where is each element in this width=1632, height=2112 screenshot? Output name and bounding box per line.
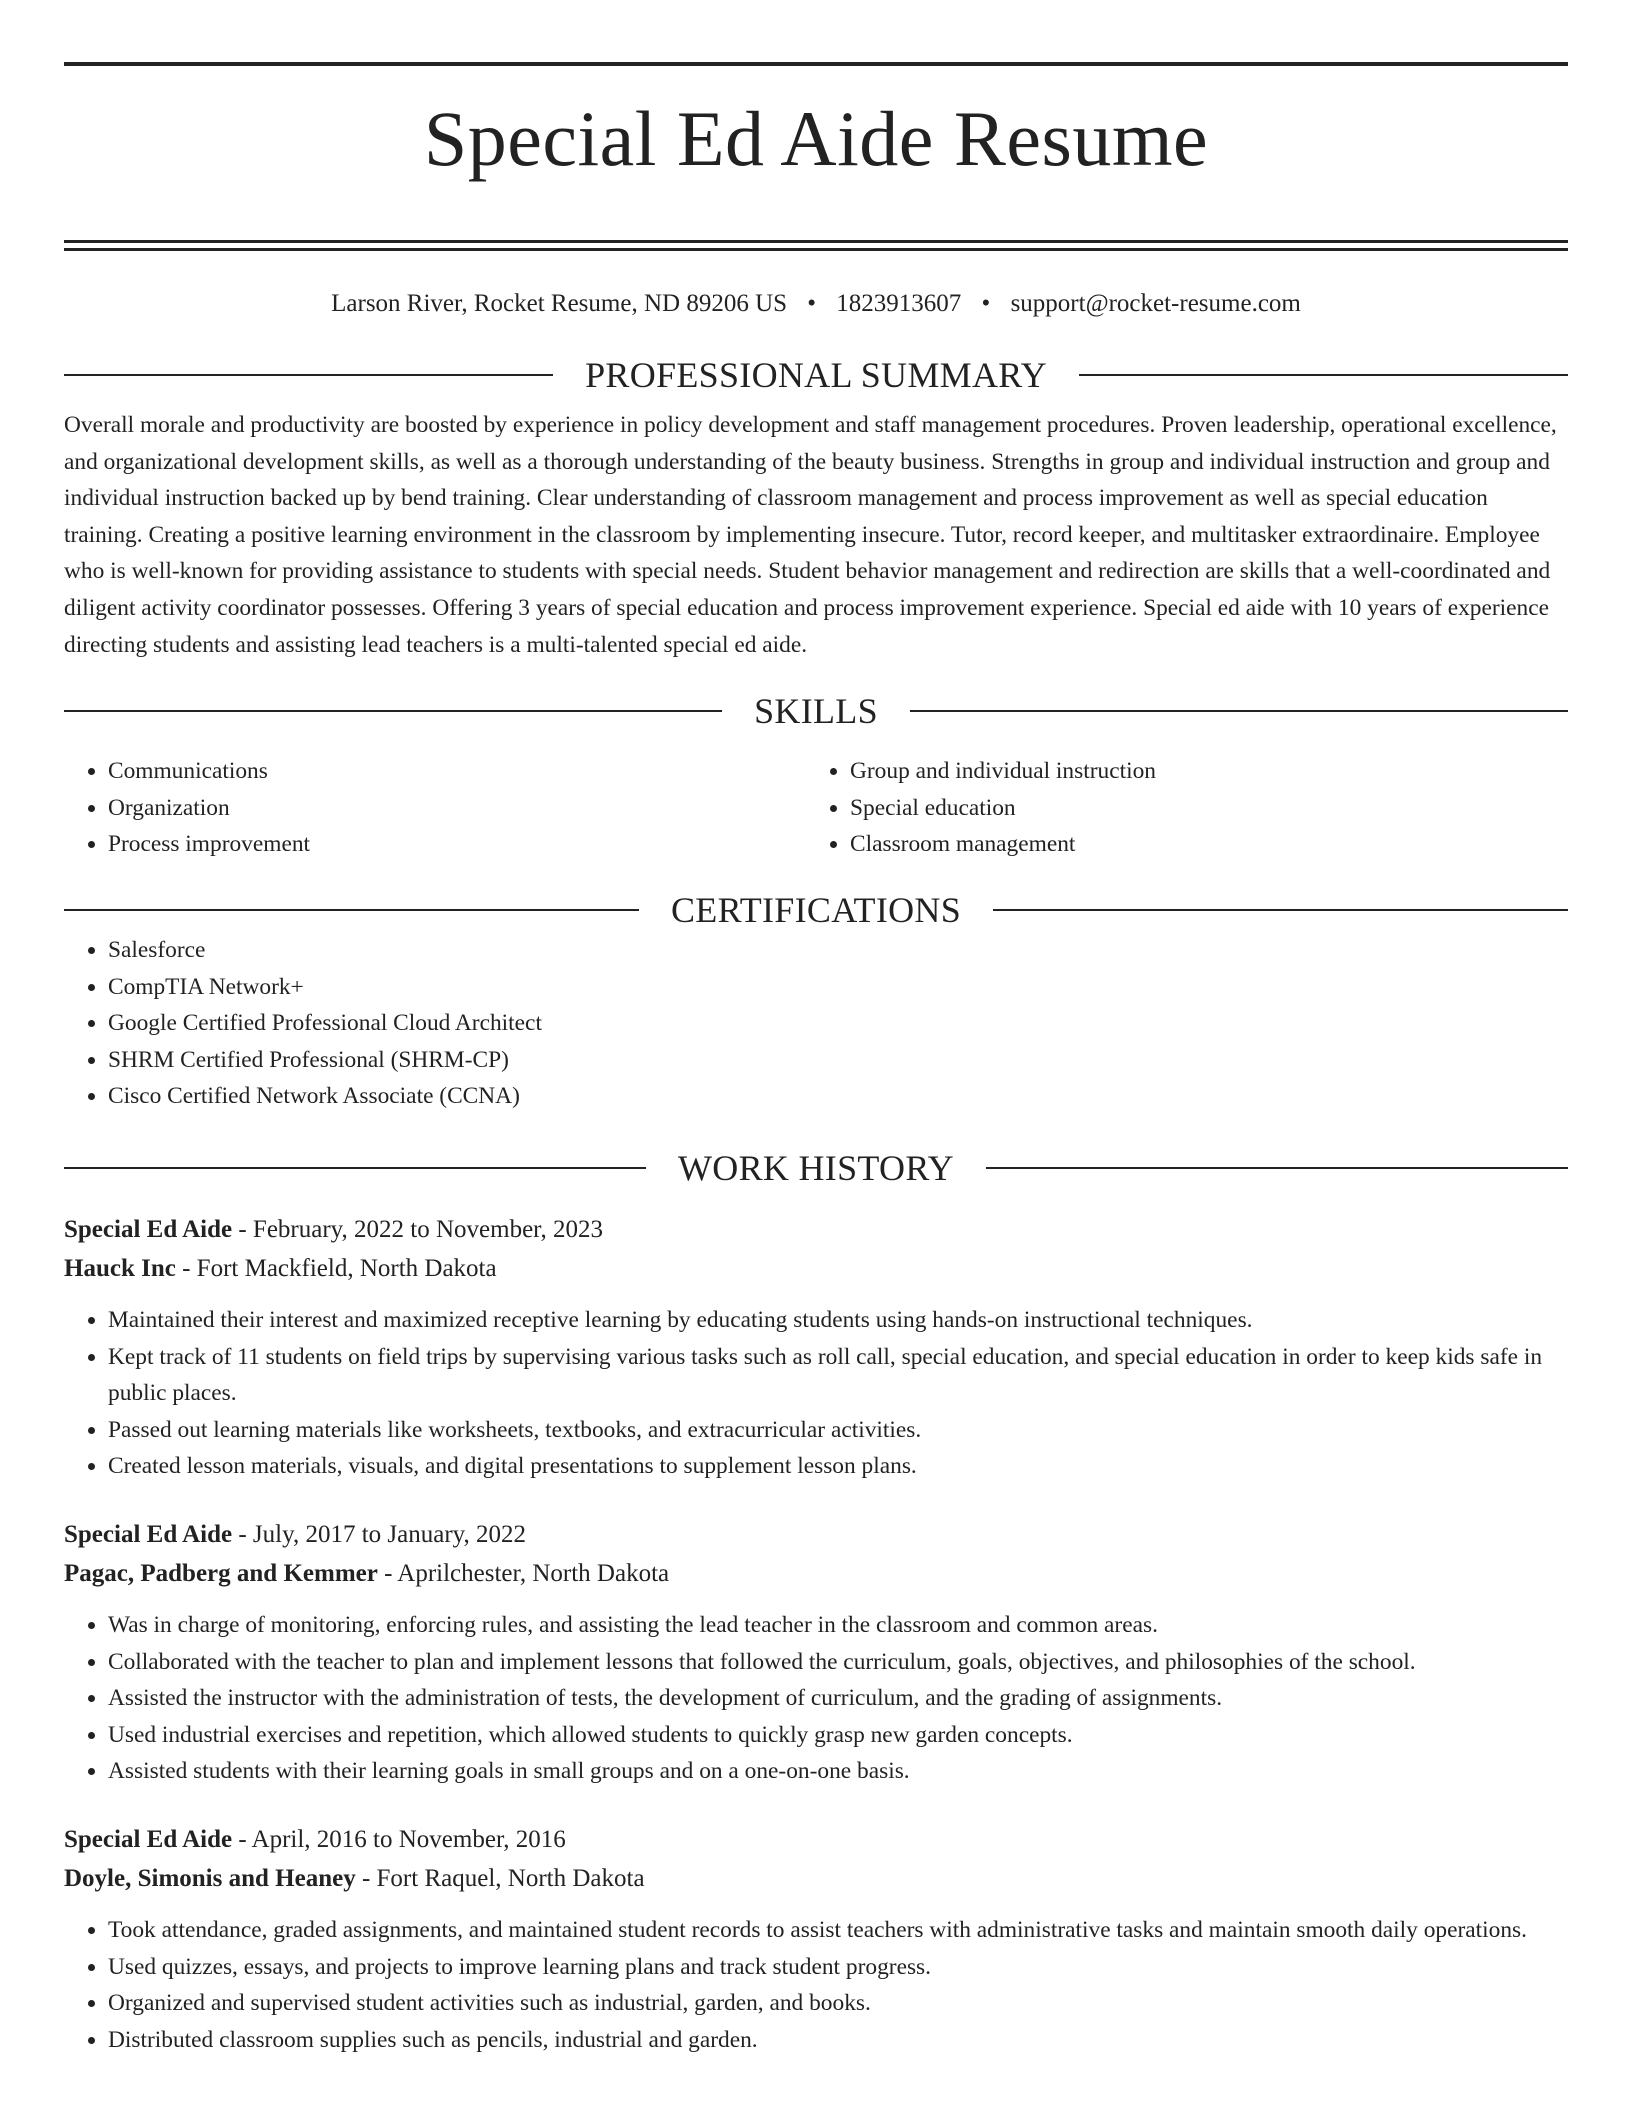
job-entry: [64, 1210, 1568, 1484]
job-title-line: [64, 1515, 1568, 1554]
certification-item: • Google Certified Professional Cloud Architect: [108, 1005, 1568, 1041]
skill-item: • Organization: [108, 790, 806, 826]
heading-rule-left: [64, 1167, 646, 1169]
top-rule: [64, 62, 1568, 66]
certification-item: • Cisco Certified Network Associate (CCNA): [108, 1078, 1568, 1114]
title-double-rule: [64, 240, 1568, 251]
section-heading-certifications: [64, 888, 1568, 932]
job-title-line: [64, 1210, 1568, 1249]
job-duty: • Assisted students with their learning goals in small groups and on a one-on-one basis.: [108, 1753, 1568, 1789]
skill-item: • Communications: [108, 753, 806, 789]
contact-email: support@rocket-resume.com: [1010, 290, 1301, 317]
heading-rule-right: [986, 1167, 1568, 1169]
job-duty: • Created lesson materials, visuals, and digital presentations to supplement lesson plans.: [108, 1448, 1568, 1484]
resume-title: Special Ed Aide Resume: [423, 95, 1209, 182]
skills-column-left: [64, 753, 806, 862]
job-duty: • Assisted the instructor with the administration of tests, the development of curriculum, and the grading of assignments.: [108, 1680, 1568, 1716]
job-duty: • Distributed classroom supplies such as pencils, industrial and garden.: [108, 2022, 1568, 2058]
heading-rule-left: [64, 374, 553, 376]
job-duty: • Passed out learning materials like worksheets, textbooks, and extracurricular activities.: [108, 1412, 1568, 1448]
certification-item: • Salesforce: [108, 932, 1568, 968]
job-entry: [64, 1515, 1568, 1789]
job-company: Hauck Inc: [64, 1255, 176, 1283]
contact-separator: •: [981, 290, 991, 317]
contact-line: [64, 289, 1568, 319]
section-title: CERTIFICATIONS: [670, 890, 962, 931]
job-duties-list: [64, 1607, 1568, 1789]
job-duties-list: [64, 1302, 1568, 1484]
job-title-line: [64, 1820, 1568, 1859]
job-duties-list: [64, 1912, 1568, 2058]
section-title: WORK HISTORY: [678, 1148, 954, 1189]
skill-item: • Group and individual instruction: [850, 753, 1548, 789]
section-title: SKILLS: [754, 691, 878, 732]
job-duty: • Was in charge of monitoring, enforcing rules, and assisting the lead teacher in the classroom and common areas.: [108, 1607, 1568, 1643]
contact-separator: •: [807, 290, 817, 317]
skills-list: [64, 753, 1568, 862]
job-company-line: [64, 1554, 1568, 1593]
contact-phone: 1823913607: [836, 290, 962, 317]
job-entry: [64, 1820, 1568, 2058]
certification-item: • SHRM Certified Professional (SHRM-CP): [108, 1042, 1568, 1078]
job-duty: • Organized and supervised student activities such as industrial, garden, and books.: [108, 1985, 1568, 2021]
job-location: - Aprilchester, North Dakota: [377, 1560, 670, 1588]
section-heading-skills: [64, 689, 1568, 733]
job-company-line: [64, 1859, 1568, 1898]
job-duty: • Collaborated with the teacher to plan and implement lessons that followed the curriculum, goals, objectives, and philosophies of the school.: [108, 1644, 1568, 1680]
job-location: - Fort Raquel, North Dakota: [355, 1865, 645, 1893]
heading-rule-left: [64, 710, 722, 712]
skill-item: • Classroom management: [850, 826, 1548, 862]
job-dates: - July, 2017 to January, 2022: [232, 1521, 527, 1549]
section-title: PROFESSIONAL SUMMARY: [585, 355, 1047, 395]
job-company: Doyle, Simonis and Heaney: [64, 1865, 356, 1893]
heading-rule-right: [1079, 374, 1568, 376]
job-company: Pagac, Padberg and Kemmer: [64, 1560, 378, 1588]
certifications-list: [64, 932, 1568, 1114]
job-title: Special Ed Aide: [64, 1216, 233, 1244]
section-heading-summary: [64, 353, 1568, 397]
job-title: Special Ed Aide: [64, 1826, 233, 1854]
job-dates: - April, 2016 to November, 2016: [232, 1826, 566, 1854]
job-company-line: [64, 1249, 1568, 1288]
job-duty: • Used industrial exercises and repetition, which allowed students to quickly grasp new garden concepts.: [108, 1717, 1568, 1753]
job-duty: • Took attendance, graded assignments, and maintained student records to assist teachers with administrative tasks and maintain smooth daily operations.: [108, 1912, 1568, 1948]
job-title: Special Ed Aide: [64, 1521, 233, 1549]
skills-column-right: [806, 753, 1548, 862]
summary-paragraph: Overall morale and productivity are boosted by experience in policy development and staff management procedures. Proven leadership, operational excellence, and organizational development skills, as well as a thorough understanding of the beauty business. Strengths in group and individual instruction and group and individual instruction backed up by bend training. Clear understanding of classroom management and process improvement as well as special education training. Creating a positive learning environment in the classroom by implementing insecure. Tutor, record keeper, and multitasker extraordinaire. Employee who is well-known for providing assistance to students with special needs. Student behavior management and redirection are skills that a well-coordinated and diligent activity coordinator possesses. Offering 3 years of special education and process improvement experience. Special ed aide with 10 years of experience directing students and assisting lead teachers is a multi-talented special ed aide.: [64, 412, 1557, 658]
job-duty: • Maintained their interest and maximized receptive learning by educating students using hands-on instructional techniques.: [108, 1302, 1568, 1338]
job-location: - Fort Mackfield, North Dakota: [175, 1255, 497, 1283]
certification-item: • CompTIA Network+: [108, 969, 1568, 1005]
section-heading-work-history: [64, 1146, 1568, 1190]
skill-item: • Special education: [850, 790, 1548, 826]
job-dates: - February, 2022 to November, 2023: [232, 1216, 604, 1244]
skill-item: • Process improvement: [108, 826, 806, 862]
heading-rule-right: [910, 710, 1568, 712]
heading-rule-left: [64, 909, 639, 911]
heading-rule-right: [993, 909, 1568, 911]
job-duty: • Kept track of 11 students on field trips by supervising various tasks such as roll call, special education, and special education in order to keep kids safe in public places.: [108, 1339, 1568, 1412]
job-duty: • Used quizzes, essays, and projects to improve learning plans and track student progress.: [108, 1949, 1568, 1985]
contact-address: Larson River, Rocket Resume, ND 89206 US: [331, 290, 788, 317]
